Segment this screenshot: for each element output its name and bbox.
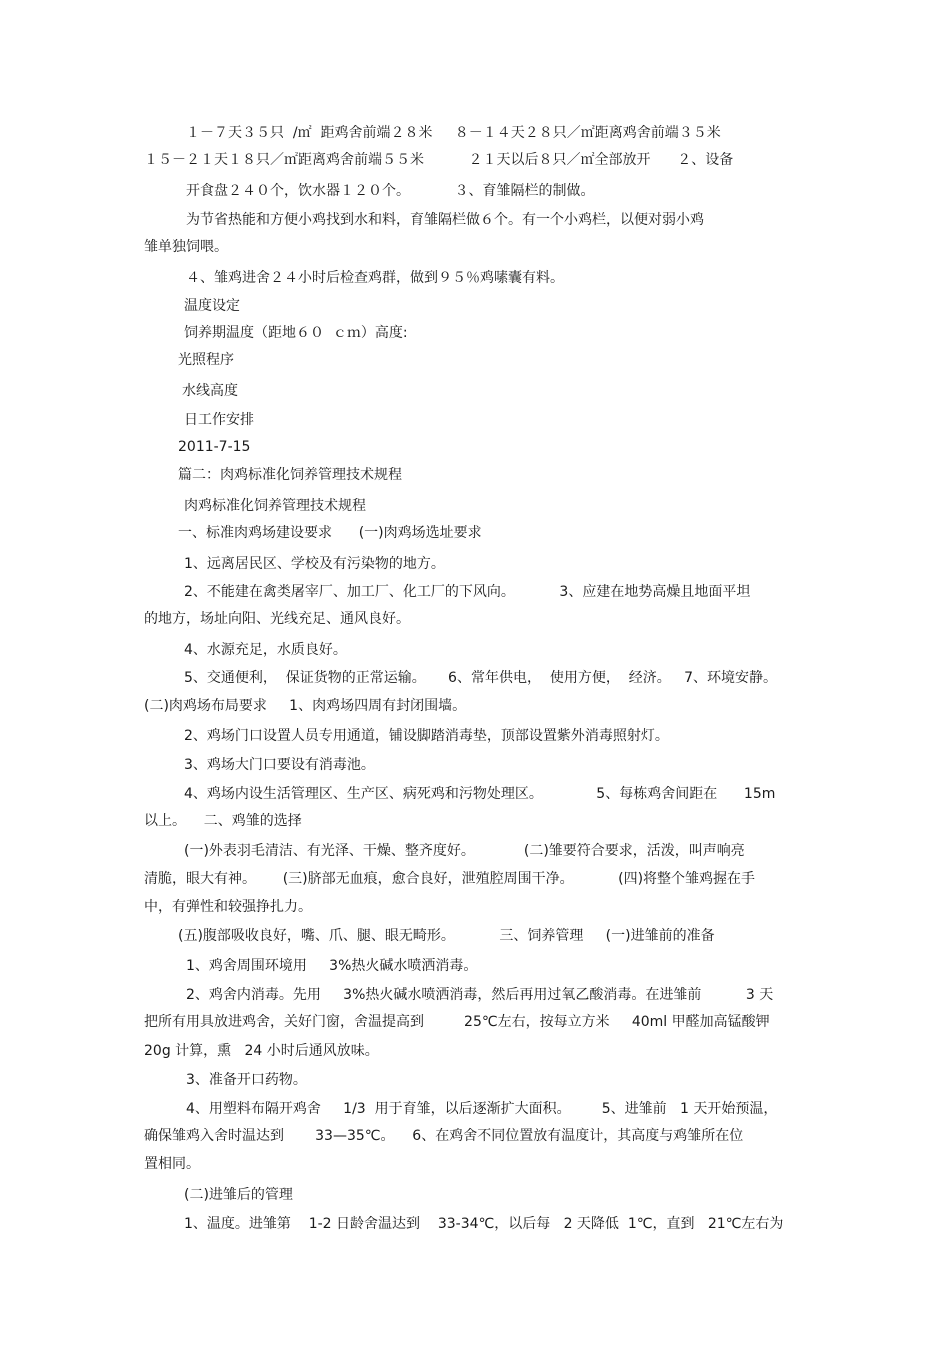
text-line: 3、准备开口药物。 <box>186 1072 307 1088</box>
text-line: 4、鸡场内设生活管理区、生产区、病死鸡和污物处理区。 5、每栋鸡舍间距在 15m <box>184 786 776 802</box>
text-line: 日工作安排 <box>184 412 254 428</box>
text-line: 水线高度 <box>182 383 238 399</box>
text-line: 2011-7-15 <box>178 439 251 455</box>
text-line: 一、标准肉鸡场建设要求 (一)肉鸡场选址要求 <box>178 525 482 541</box>
text-line: 温度设定 <box>184 298 240 314</box>
text-line: (二)进雏后的管理 <box>184 1187 293 1203</box>
text-line: 的地方，场址向阳、光线充足、通风良好。 <box>144 611 410 627</box>
text-line: 1、远离居民区、学校及有污染物的地方。 <box>184 556 445 572</box>
text-line: 把所有用具放进鸡舍，关好门窗，舍温提高到 25℃左右，按每立方米 40ml 甲醛加高锰酸钾 <box>144 1014 770 1030</box>
text-line: 2、鸡舍内消毒。先用 3%热火碱水喷洒消毒，然后再用过氧乙酸消毒。在进雏前 3 天 <box>186 987 774 1003</box>
text-line: 确保雏鸡入舍时温达到 33—35℃。 6、在鸡舍不同位置放有温度计，其高度与鸡雏所在位 <box>144 1128 744 1144</box>
text-line: 开食盘２４０个，饮水器１２０个。 ３、育雏隔栏的制做。 <box>186 183 595 199</box>
text-line: 光照程序 <box>178 352 234 368</box>
text-line: 3、鸡场大门口要设有消毒池。 <box>184 757 375 773</box>
text-line: 清脆，眼大有神。 (三)脐部无血痕，愈合良好，泄殖腔周围干净。 (四)将整个雏鸡握在手 <box>144 871 756 887</box>
text-line: ４、雏鸡进舍２４小时后检查鸡群，做到９５％鸡嗉囊有料。 <box>186 270 564 286</box>
text-line: 置相同。 <box>144 1156 200 1172</box>
text-line: (五)腹部吸收良好，嘴、爪、腿、眼无畸形。 三、饲养管理 (一)进雏前的准备 <box>178 928 715 944</box>
text-line: 以上。 二、鸡雏的选择 <box>144 813 302 829</box>
text-line: １－７天３５只 /㎡ 距鸡舍前端２８米 ８－１４天２８只／㎡距离鸡舍前端３５米 <box>186 125 721 141</box>
text-line: (一)外表羽毛清洁、有光泽、干燥、整齐度好。 (二)雏要符合要求，活泼，叫声响亮 <box>184 843 745 859</box>
text-line: 2、不能建在禽类屠宰厂、加工厂、化工厂的下风向。 3、应建在地势高燥且地面平坦 <box>184 584 751 600</box>
text-line: 4、用塑料布隔开鸡舍 1/3 用于育雏，以后逐渐扩大面积。 5、进雏前 1 天开始预温， <box>186 1101 778 1117</box>
text-line: 为节省热能和方便小鸡找到水和料，育雏隔栏做６个。有一个小鸡栏，以便对弱小鸡 <box>186 212 704 228</box>
text-line: 篇二：肉鸡标准化饲养管理技术规程 <box>178 467 402 483</box>
text-line: 2、鸡场门口设置人员专用通道，铺设脚踏消毒垫，顶部设置紫外消毒照射灯。 <box>184 728 669 744</box>
text-line: 肉鸡标准化饲养管理技术规程 <box>184 498 366 514</box>
text-line: 1、温度。进雏第 1-2 日龄舍温达到 33-34℃，以后每 2 天降低 1℃，直到 21℃左右为 <box>184 1216 784 1232</box>
text-line: 雏单独饲喂。 <box>144 239 228 255</box>
text-line: 4、水源充足，水质良好。 <box>184 642 347 658</box>
text-line: 中，有弹性和较强挣扎力。 <box>144 899 312 915</box>
text-line: 5、交通便利， 保证货物的正常运输。 6、常年供电， 使用方便， 经济。 7、环境安静。 <box>184 670 778 686</box>
text-line: １５－２１天１８只／㎡距离鸡舍前端５５米 ２１天以后８只／㎡全部放开 ２、设备 <box>144 152 734 168</box>
text-line: (二)肉鸡场布局要求 1、肉鸡场四周有封闭围墙。 <box>144 698 467 714</box>
text-line: 饲养期温度（距地６０ ｃｍ）高度: <box>184 325 408 341</box>
text-line: 1、鸡舍周围环境用 3%热火碱水喷洒消毒。 <box>186 958 478 974</box>
text-line: 20g 计算，熏 24 小时后通风放味。 <box>144 1043 379 1059</box>
